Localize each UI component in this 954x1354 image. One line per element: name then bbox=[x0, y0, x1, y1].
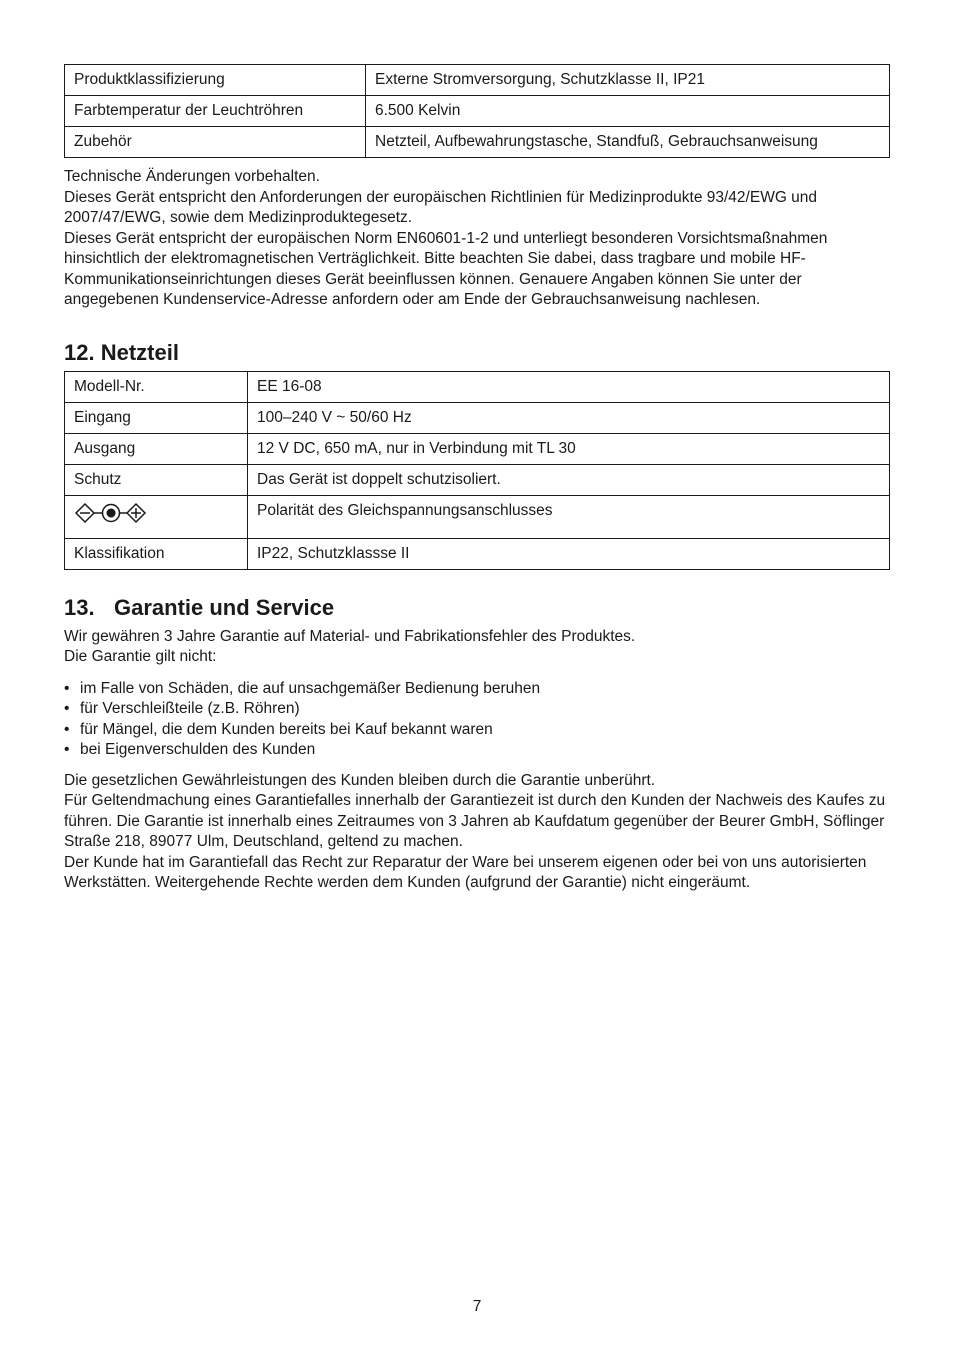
spec-label: Farbtemperatur der Leuchtröhren bbox=[65, 96, 366, 127]
list-item: • für Mängel, die dem Kunden bereits bei Kauf bekannt waren bbox=[64, 720, 890, 741]
note-paragraph: Dieses Gerät entspricht den Anforderungen der europäischen Richtlinien für Medizinprodukte 93/42/EWG und 2007/47/EWG, sowie dem Medizinproduktegesetz. bbox=[64, 188, 818, 226]
table-row bbox=[65, 371, 890, 402]
netzteil-value: IP22, Schutzklassse II bbox=[248, 538, 890, 569]
garantie-paragraph: Für Geltendmachung eines Garantiefalles innerhalb der Garantiezeit ist durch den Kunden der Nachweis des Kaufes zu führen. Die Garantie ist innerhalb eines Zeitraumes von 3 Jahren ab Kaufdatum gegenüber der Beurer GmbH, Söflinger Straße 218, 89077 Ulm, Deutschland, geltend zu machen. bbox=[64, 792, 886, 850]
heading-number: 13. bbox=[64, 594, 95, 620]
spec-label: Zubehör bbox=[65, 127, 366, 158]
netzteil-label: Klassifikation bbox=[65, 538, 248, 569]
netzteil-label: Eingang bbox=[65, 402, 248, 433]
netzteil-value: 100–240 V ~ 50/60 Hz bbox=[248, 402, 890, 433]
section-heading-garantie bbox=[64, 595, 890, 621]
netzteil-value: Polarität des Gleichspannungsanschlusses bbox=[248, 495, 890, 538]
polarity-symbol-icon bbox=[74, 502, 148, 524]
spec-label: Produktklassifizierung bbox=[65, 65, 366, 96]
list-item: • für Verschleißteile (z.B. Röhren) bbox=[64, 699, 890, 720]
heading-text: Garantie und Service bbox=[114, 594, 335, 620]
note-paragraph: Dieses Gerät entspricht der europäischen Norm EN60601-1-2 und unterliegt besonderen Vorsichtsmaßnahmen hinsichtlich der elektromagnetischen Verträglichkeit. Bitte beachten Sie dabei, dass tragbare und mobile HF-Kommunikationseinrichtungen dieses Gerät beeinflussen können. Genauere Angaben können Sie unter der angegebenen Kundenservice-Adresse anfordern oder am Ende der Gebrauchsanweisung nachlesen. bbox=[64, 229, 828, 308]
table-row bbox=[65, 402, 890, 433]
list-item: • bei Eigenverschulden des Kunden bbox=[64, 740, 890, 761]
netzteil-table bbox=[64, 371, 890, 570]
garantie-paragraph: Wir gewähren 3 Jahre Garantie auf Material- und Fabrikationsfehler des Produktes. bbox=[64, 627, 636, 645]
table-row bbox=[65, 433, 890, 464]
garantie-paragraph: Die Garantie gilt nicht: bbox=[64, 648, 217, 665]
table-row bbox=[65, 538, 890, 569]
table-row bbox=[65, 96, 890, 127]
garantie-paragraph: Die gesetzlichen Gewährleistungen des Kunden bleiben durch die Garantie unberührt. bbox=[64, 771, 656, 789]
spec-value: Netzteil, Aufbewahrungstasche, Standfuß, Gebrauchsanweisung bbox=[366, 127, 890, 158]
polarity-cell bbox=[65, 495, 248, 538]
netzteil-label: Modell-Nr. bbox=[65, 371, 248, 402]
table-row bbox=[65, 464, 890, 495]
technical-notes bbox=[64, 167, 890, 311]
netzteil-value: 12 V DC, 650 mA, nur in Verbindung mit TL 30 bbox=[248, 433, 890, 464]
exclusion-list bbox=[64, 679, 890, 761]
document-page bbox=[64, 64, 890, 894]
list-item: • im Falle von Schäden, die auf unsachgemäßer Bedienung beruhen bbox=[64, 679, 890, 700]
page-number: 7 bbox=[472, 1298, 482, 1315]
netzteil-value: EE 16-08 bbox=[248, 371, 890, 402]
table-row bbox=[65, 65, 890, 96]
note-paragraph: Technische Änderungen vorbehalten. bbox=[64, 168, 320, 185]
spec-table bbox=[64, 64, 890, 158]
table-row bbox=[65, 127, 890, 158]
spec-value: 6.500 Kelvin bbox=[366, 96, 890, 127]
garantie-paragraph: Der Kunde hat im Garantiefall das Recht zur Reparatur der Ware bei unserem eigenen oder bei von uns autorisierten Werkstätten. Weitergehende Rechte werden dem Kunden (aufgrund der Garantie) nicht eingeräumt. bbox=[64, 853, 867, 891]
spec-value: Externe Stromversorgung, Schutzklasse II, IP21 bbox=[366, 65, 890, 96]
table-row bbox=[65, 495, 890, 538]
netzteil-label: Schutz bbox=[65, 464, 248, 495]
section-heading-netzteil: 12. Netzteil bbox=[64, 339, 179, 365]
netzteil-label: Ausgang bbox=[65, 433, 248, 464]
netzteil-value: Das Gerät ist doppelt schutzisoliert. bbox=[248, 464, 890, 495]
